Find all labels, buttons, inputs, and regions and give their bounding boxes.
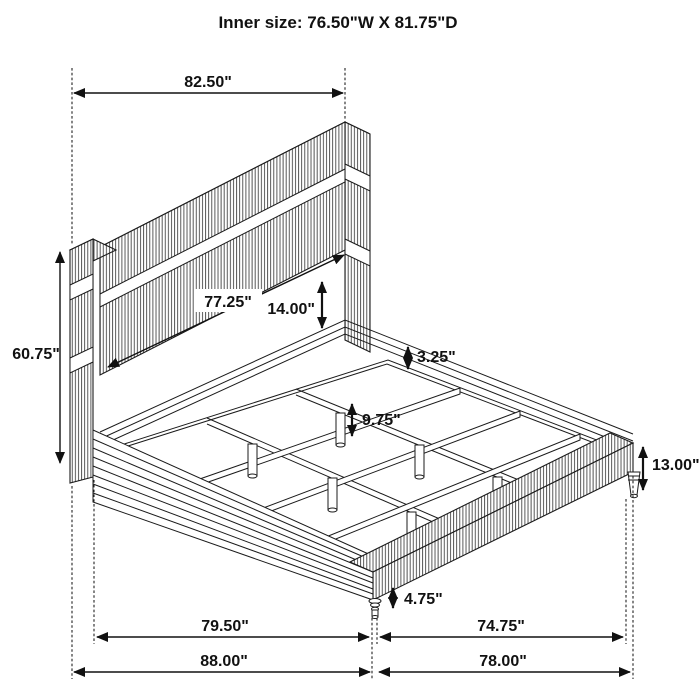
- dim-label: 60.75": [12, 346, 60, 363]
- dim-footboard-height: [643, 447, 700, 490]
- dim-headboard-height: [12, 252, 60, 463]
- dim-label: 13.00": [652, 457, 700, 474]
- dim-label: 77.25": [204, 294, 252, 311]
- dim-headboard-panel-clearance: [267, 282, 322, 328]
- page-title: Inner size: 76.50"W X 81.75"D: [218, 13, 458, 32]
- bed-drawing: [70, 122, 640, 619]
- dim-label: 88.00": [200, 653, 248, 670]
- support-leg: [336, 413, 345, 447]
- dim-rail-gap: [408, 347, 456, 369]
- dim-footboard-outer-span: [379, 653, 630, 672]
- dim-corner-leg-height: [393, 588, 443, 608]
- dim-overall-width: [74, 74, 343, 93]
- dim-footboard-inner-span: [380, 618, 623, 637]
- support-leg: [328, 478, 337, 512]
- dim-label: 3.25": [417, 349, 456, 366]
- footboard-corner-leg: [628, 472, 640, 498]
- foot-corner-caster: [369, 599, 381, 619]
- dim-overall-depth: [74, 653, 370, 672]
- dim-label: 82.50": [184, 74, 232, 91]
- dim-inner-depth: [97, 618, 369, 637]
- dim-label: 9.75": [362, 412, 401, 429]
- support-leg: [248, 444, 257, 478]
- headboard-right-post: [345, 122, 370, 352]
- dim-label: 79.50": [201, 618, 249, 635]
- support-leg: [415, 445, 424, 479]
- dim-label: 14.00": [267, 301, 315, 318]
- dim-label: 78.00": [479, 653, 527, 670]
- dim-label: 74.75": [477, 618, 525, 635]
- dim-label: 4.75": [404, 591, 443, 608]
